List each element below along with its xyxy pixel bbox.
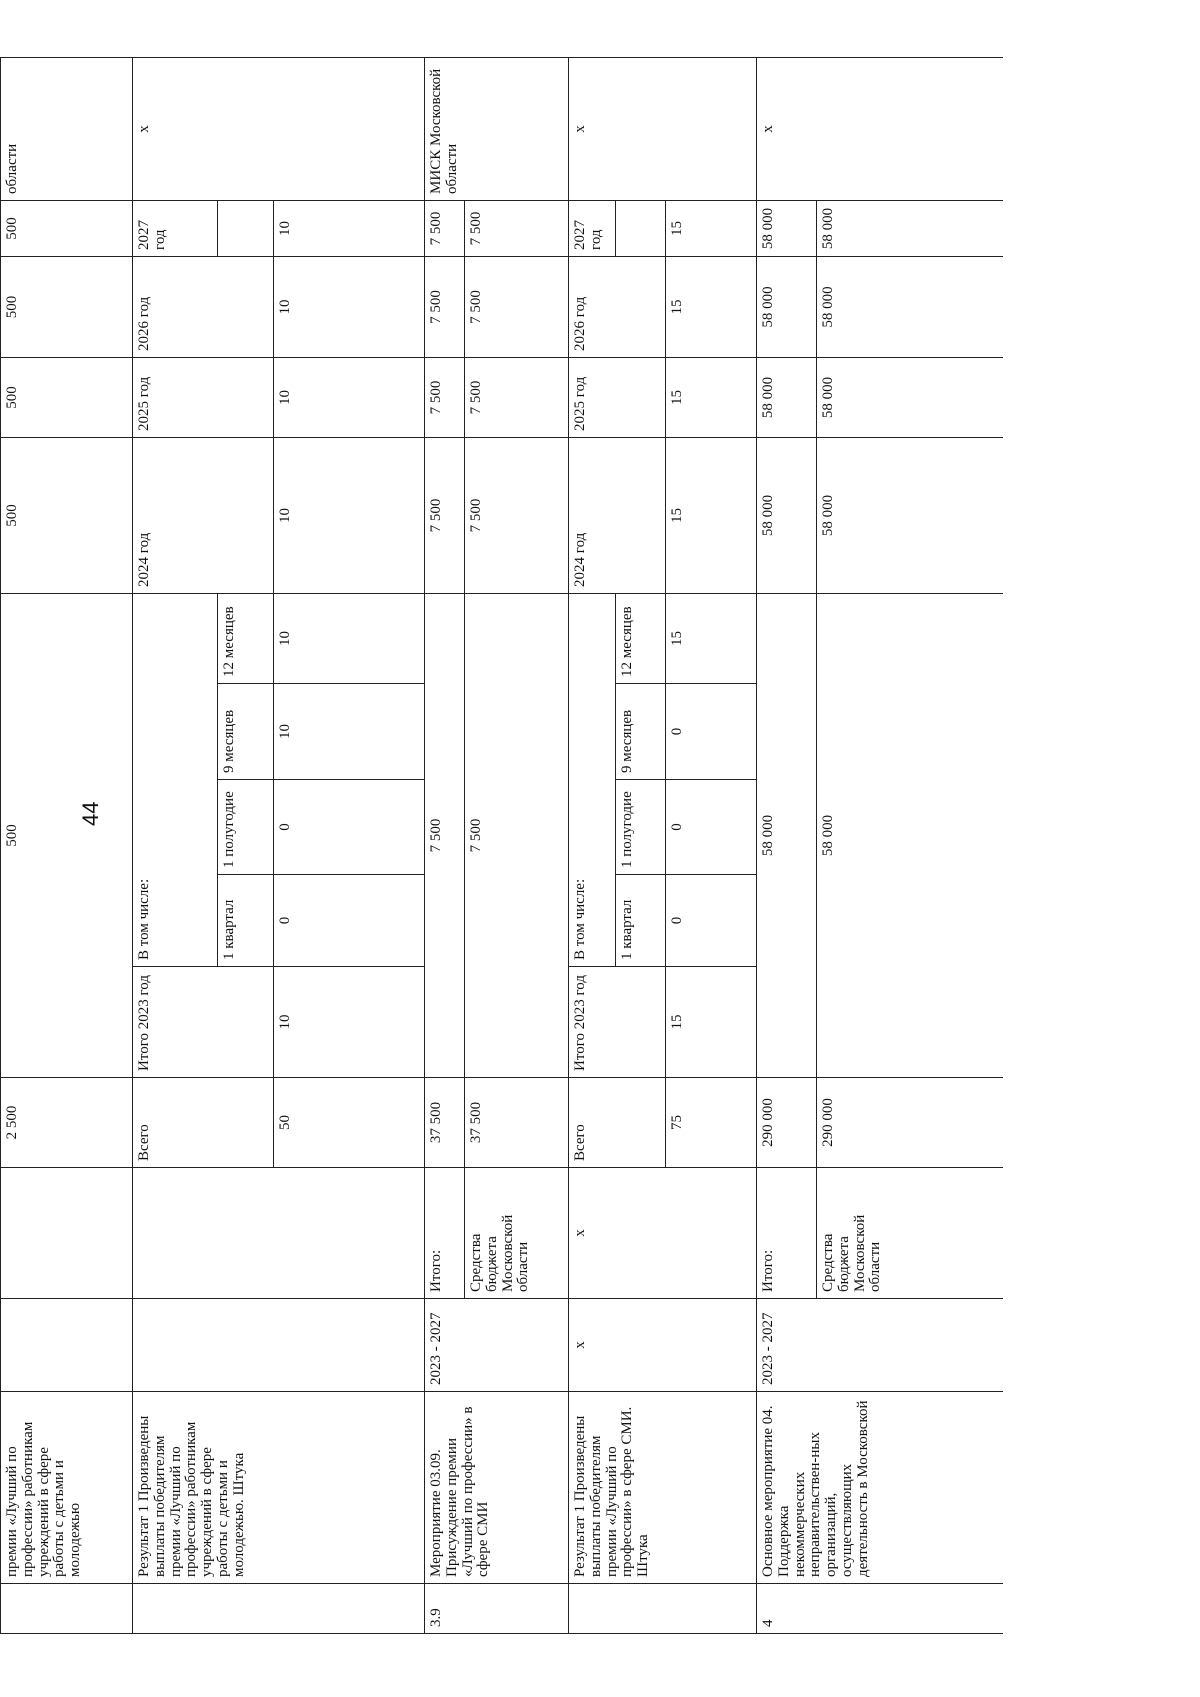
m4-total1: 290 000	[757, 1077, 817, 1167]
m4-num: 4	[757, 1584, 1003, 1634]
m4-row-total	[757, 57, 817, 1633]
y2026-value: 10	[274, 256, 425, 357]
years-cell	[133, 1298, 425, 1391]
m39-y2027-1: 7 500	[425, 200, 465, 256]
label-2024: 2024 год	[133, 437, 274, 593]
m4-y2024-1: 58 000	[757, 437, 817, 593]
m4-y2023-1: 58 000	[757, 593, 817, 1077]
m39-y2023-1: 7 500	[425, 593, 465, 1077]
itogo-value: 15	[666, 966, 757, 1077]
m4-y2026-1: 58 000	[757, 256, 817, 357]
m9-value: 0	[666, 683, 757, 779]
m39-y2026-2: 7 500	[465, 256, 569, 357]
result1-header-row	[133, 57, 218, 1633]
result2-source: х	[569, 1167, 757, 1298]
m39-y2025-1: 7 500	[425, 357, 465, 437]
label-2025: 2025 год	[133, 357, 274, 437]
q1-value: 0	[274, 874, 425, 966]
m4-y2026-2: 58 000	[817, 256, 1003, 357]
itogo-2023-label: Итого 2023 год	[133, 966, 274, 1077]
y2025-value: 15	[666, 357, 757, 437]
vtom-label: В том числе:	[569, 593, 616, 966]
m4-y2025-1: 58 000	[757, 357, 817, 437]
m9-label: 9 месяцев	[616, 683, 666, 779]
responsible-cell: области	[1, 57, 133, 200]
m4-src1: Итого:	[757, 1167, 817, 1298]
m4-y2023-2: 58 000	[817, 593, 1003, 1077]
m39-responsible: МИСК Московской области	[425, 57, 569, 200]
m39-row-total	[425, 57, 465, 1633]
m39-years: 2023 - 2027	[425, 1298, 569, 1391]
y2025-value: 10	[274, 357, 425, 437]
m4-y2027-1: 58 000	[757, 200, 817, 256]
page-number: 44	[78, 801, 103, 826]
q1-label: 1 квартал	[218, 874, 274, 966]
h1-value: 0	[666, 779, 757, 874]
m39-y2024-1: 7 500	[425, 437, 465, 593]
years-cell	[1, 1298, 133, 1391]
m9-label: 9 месяцев	[218, 683, 274, 779]
event-name: премии «Лучший по профессии» работникам учреждений в сфере работы с детьми и молодежью	[1, 1391, 133, 1583]
rotated-table-wrapper	[0, 58, 1002, 1634]
m9-value: 10	[274, 683, 425, 779]
m39-src2: Средства бюджета Московской области	[465, 1167, 569, 1298]
responsible-cell: х	[569, 57, 757, 200]
y2023-cell: 500	[1, 593, 133, 1077]
label-2026: 2026 год	[569, 256, 666, 357]
vsego-label: Всего	[569, 1077, 666, 1167]
y2024-value: 15	[666, 437, 757, 593]
m39-total1: 37 500	[425, 1077, 465, 1167]
m39-y2024-2: 7 500	[465, 437, 569, 593]
vsego-value: 50	[274, 1077, 425, 1167]
result2-header-row	[569, 57, 616, 1633]
label-2026: 2026 год	[133, 256, 274, 357]
itogo-value: 10	[274, 966, 425, 1077]
m39-src1: Итого:	[425, 1167, 465, 1298]
label-2027: 2027 год	[569, 200, 616, 256]
m39-total2: 37 500	[465, 1077, 569, 1167]
m39-y2026-1: 7 500	[425, 256, 465, 357]
blank-2027	[218, 200, 274, 256]
y2026-value: 15	[666, 256, 757, 357]
q1-value: 0	[666, 874, 757, 966]
num-cell	[133, 1584, 425, 1634]
y2024-cell: 500	[1, 437, 133, 593]
m4-y2024-2: 58 000	[817, 437, 1003, 593]
m4-responsible: х	[757, 57, 1003, 200]
m12-label: 12 месяцев	[218, 593, 274, 683]
continuation-row	[1, 57, 133, 1633]
m39-num: 3.9	[425, 1584, 569, 1634]
vsego-value: 75	[666, 1077, 757, 1167]
m39-y2027-2: 7 500	[465, 200, 569, 256]
itogo-2023-label: Итого 2023 год	[569, 966, 666, 1077]
h1-value: 0	[274, 779, 425, 874]
y2027-cell: 500	[1, 200, 133, 256]
source-cell	[1, 1167, 133, 1298]
m39-y2025-2: 7 500	[465, 357, 569, 437]
responsible-cell: х	[133, 57, 425, 200]
y2026-cell: 500	[1, 256, 133, 357]
m39-y2023-2: 7 500	[465, 593, 569, 1077]
result2-years: х	[569, 1298, 757, 1391]
m4-src2: Средства бюджета Московской области	[817, 1167, 1003, 1298]
y2027-value: 10	[274, 200, 425, 256]
label-2024: 2024 год	[569, 437, 666, 593]
m4-y2027-2: 58 000	[817, 200, 1003, 256]
label-2027: 2027 год	[133, 200, 218, 256]
m12-value: 15	[666, 593, 757, 683]
m4-total2: 290 000	[817, 1077, 1003, 1167]
label-2025: 2025 год	[569, 357, 666, 437]
h1-label: 1 полугодие	[616, 779, 666, 874]
vtom-label: В том числе:	[133, 593, 218, 966]
num-cell	[1, 1584, 133, 1634]
m12-value: 10	[274, 593, 425, 683]
m12-label: 12 месяцев	[616, 593, 666, 683]
source-cell	[133, 1167, 425, 1298]
m4-name: Основное мероприятие 04. Поддержка некоммерческих неправительствен-ных организаций, осуществляющих деятельность в Московской	[757, 1391, 1003, 1583]
y2024-value: 10	[274, 437, 425, 593]
y2025-cell: 500	[1, 357, 133, 437]
m4-years: 2023 - 2027	[757, 1298, 1003, 1391]
num-cell	[569, 1584, 757, 1634]
total-cell: 2 500	[1, 1077, 133, 1167]
h1-label: 1 полугодие	[218, 779, 274, 874]
m39-name: Мероприятие 03.09. Присуждение премии «Лучший по профессии» в сфере СМИ	[425, 1391, 569, 1583]
m4-y2025-2: 58 000	[817, 357, 1003, 437]
result2-name: Результат 1 Произведены выплаты победителям премии «Лучший по профессии» в сфере СМИ. Штука	[569, 1391, 757, 1583]
blank-2027	[616, 200, 666, 256]
y2027-value: 15	[666, 200, 757, 256]
vsego-label: Всего	[133, 1077, 274, 1167]
q1-label: 1 квартал	[616, 874, 666, 966]
program-table	[0, 57, 1003, 1634]
result1-name: Результат 1 Произведены выплаты победителям премии «Лучший по профессии» работникам учреждений в сфере работы с детьми и молодежью. Штука	[133, 1391, 425, 1583]
